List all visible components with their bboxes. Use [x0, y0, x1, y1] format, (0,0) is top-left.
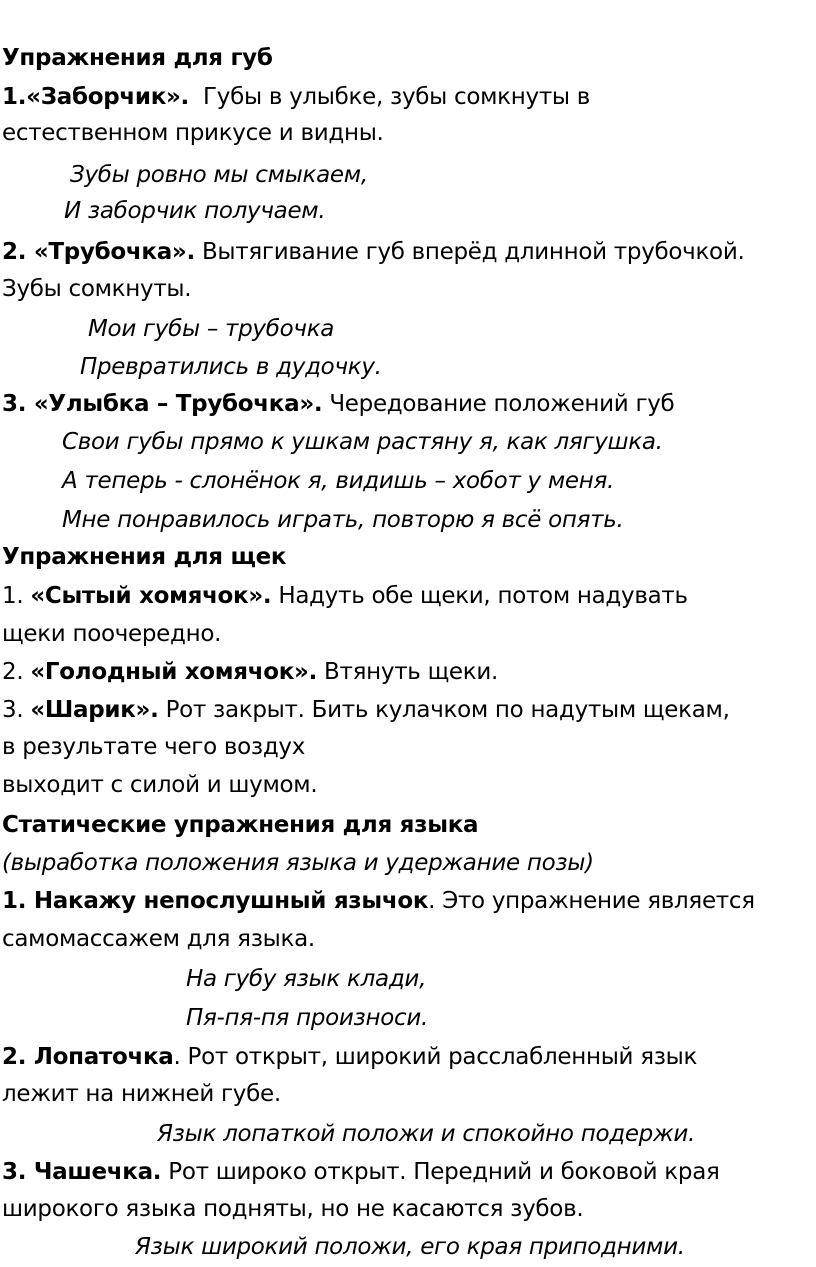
exercise-title: «Сытый хомячок».	[30, 583, 272, 609]
section-heading-cheeks: Упражнения для щек	[2, 544, 287, 570]
exercise-lips-3	[2, 386, 674, 422]
exercise-lips-1	[2, 79, 590, 115]
exercise-description: Рот закрыт. Бить кулачком по надутым щекам,	[165, 697, 730, 723]
section-subheading-tongue: (выработка положения языка и удержание позы)	[2, 850, 594, 876]
poem-line: И заборчик получаем.	[64, 198, 326, 224]
section-heading-tongue: Статические упражнения для языка	[2, 812, 479, 838]
exercise-description-cont: естественном прикусе и видны.	[2, 120, 384, 146]
exercise-title: 1.«Заборчик».	[2, 84, 189, 110]
exercise-description: Чередование положений губ	[329, 391, 675, 417]
poem-line: Пя-пя-пя произноси.	[186, 1005, 428, 1031]
exercise-description-cont: в результате чего воздух	[2, 734, 306, 760]
exercise-title: 1. Накажу непослушный язычок	[2, 888, 429, 914]
poem-line: Язык широкий положи, его края приподними.	[135, 1234, 685, 1260]
poem-line: На губу язык клади,	[186, 966, 427, 992]
exercise-cheeks-2	[2, 654, 498, 690]
exercise-description-cont: выходит с силой и шумом.	[2, 772, 318, 798]
poem-line: Мои губы – трубочка	[88, 316, 335, 342]
exercise-description-cont: щеки поочередно.	[2, 621, 222, 647]
exercise-description: Вытягивание губ вперёд длинной трубочкой.	[201, 239, 745, 265]
poem-line: Мне понравилось играть, повторю я всё опять.	[62, 507, 624, 533]
exercise-title: 2. «Трубочка».	[2, 239, 195, 265]
exercise-description: Втянуть щеки.	[324, 659, 499, 685]
exercise-title: 3. «Улыбка – Трубочка».	[2, 391, 323, 417]
poem-line: Свои губы прямо к ушкам растяну я, как лягушка.	[62, 429, 663, 455]
exercise-number: 1.	[2, 583, 24, 609]
exercise-description: . Рот открыт, широкий расслабленный язык	[173, 1044, 698, 1070]
exercise-title: «Шарик».	[30, 697, 159, 723]
exercise-description: Губы в улыбке, зубы сомкнуты в	[203, 84, 591, 110]
exercise-description-cont: Зубы сомкнуты.	[2, 276, 192, 302]
exercise-description-cont: лежит на нижней губе.	[2, 1081, 281, 1107]
exercise-cheeks-3	[2, 692, 730, 728]
exercise-description-cont: широкого языка подняты, но не касаются зубов.	[2, 1196, 584, 1222]
exercise-description: Рот широко открыт. Передний и боковой края	[168, 1159, 720, 1185]
poem-line: А теперь - слонёнок я, видишь – хобот у меня.	[62, 468, 615, 494]
exercise-tongue-3	[2, 1154, 720, 1190]
exercise-number: 3.	[2, 697, 24, 723]
exercise-title: 3. Чашечка.	[2, 1159, 162, 1185]
exercise-tongue-2	[2, 1039, 697, 1075]
exercise-title: «Голодный хомячок».	[30, 659, 318, 685]
poem-line: Язык лопаткой положи и спокойно подержи.	[157, 1121, 696, 1147]
poem-line: Зубы ровно мы смыкаем,	[70, 162, 368, 188]
section-heading-lips: Упражнения для губ	[2, 45, 273, 71]
exercise-description-cont: самомассажем для языка.	[2, 926, 315, 952]
exercise-title: 2. Лопаточка	[2, 1044, 174, 1070]
exercise-tongue-1	[2, 883, 755, 919]
exercise-cheeks-1	[2, 578, 688, 614]
exercise-description: Надуть обе щеки, потом надувать	[278, 583, 688, 609]
exercise-lips-2	[2, 234, 744, 270]
exercise-number: 2.	[2, 659, 24, 685]
poem-line: Превратились в дудочку.	[80, 354, 382, 380]
exercise-description: . Это упражнение является	[428, 888, 755, 914]
